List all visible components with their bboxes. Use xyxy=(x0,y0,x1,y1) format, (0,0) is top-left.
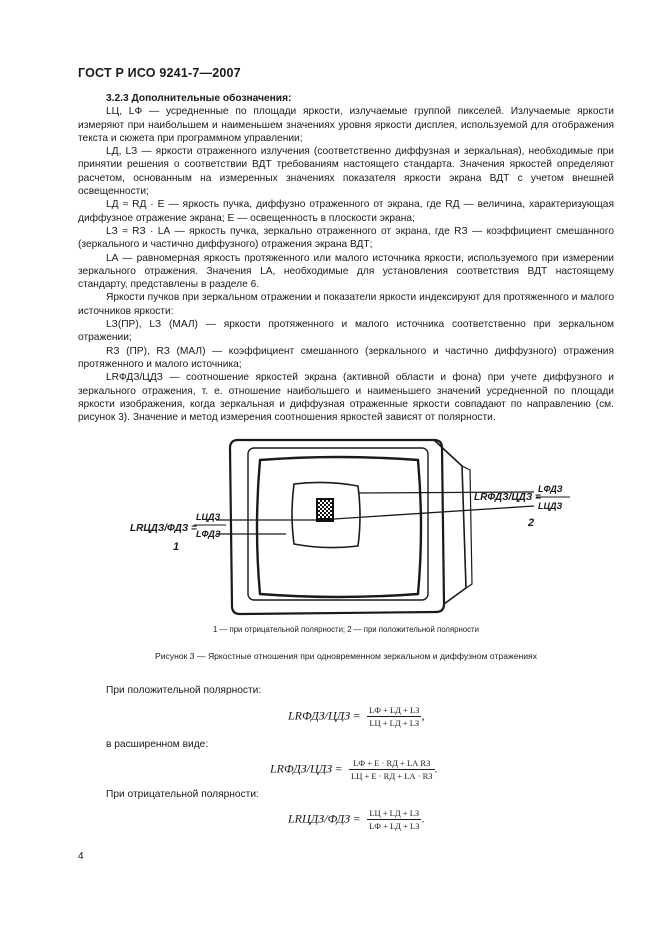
negative-polarity-label: При отрицательной полярности: xyxy=(106,789,259,800)
monitor-side xyxy=(434,440,466,604)
formula-numerator: LЦ + LД + LЗ xyxy=(367,808,421,820)
monitor-screen xyxy=(257,457,421,597)
right-ratio-denominator: LЦДЗ xyxy=(538,501,563,511)
monitor-inner-bezel xyxy=(248,448,428,600)
left-marker: 1 xyxy=(173,541,180,553)
left-ratio-label: LRЦДЗ/ФДЗ = xyxy=(130,523,197,534)
section-heading: 3.2.3 Дополнительные обозначения: xyxy=(106,93,292,104)
figure-monitor-diagram xyxy=(78,436,614,626)
paragraph: LЗ ≈ RЗ · LА — яркость пучка, зеркально отраженного от экрана, где RЗ — коэффициент смешанного (зеркального и частично диффузного) отражения экрана ВДТ; xyxy=(78,225,614,251)
right-marker: 2 xyxy=(528,517,535,529)
paragraph: RЗ (ПР), RЗ (МАЛ) — коэффициент смешанного (зеркального и частично диффузного) отражения протяженного и малого источника; xyxy=(78,345,614,370)
right-ratio-label: LRФДЗ/ЦДЗ = xyxy=(474,492,541,503)
figure-note: 1 — при отрицательной полярности; 2 — при положительной полярности xyxy=(213,625,479,634)
formula-denominator: LФ + LД + LЗ xyxy=(369,821,420,831)
formula-lhs: LRЦДЗ/ФДЗ xyxy=(288,811,351,826)
formula-denominator: LЦ + E · RД + LА · RЗ xyxy=(351,771,433,781)
positive-polarity-label: При положительной полярности: xyxy=(106,685,262,696)
section-text xyxy=(78,92,614,424)
right-ratio-numerator: LФДЗ xyxy=(538,484,563,494)
paragraph: LД ≈ RД · E — яркость пучка, диффузно отраженного от экрана, где RД — величина, характеризующая диффузное отражение экрана; E — освещенность в плоскости экрана; xyxy=(78,199,614,224)
formula-denominator: LЦ + LД + LЗ xyxy=(369,718,420,728)
paragraph: LЗ(ПР), LЗ (МАЛ) — яркости протяженного и малого источника соответственно при зеркальном отражении; xyxy=(78,319,614,344)
paragraph: LА — равномерная яркость протяженного или малого источника яркости, используемого при измерении зеркального отражения. Значения LА, необходимые для установления соответствия ВДТ настоящему стандарту, представлены в разделе 6. xyxy=(78,252,614,291)
paragraph: Яркости пучков при зеркальном отражении и показатели яркости индексируют для протяженного и малого источников яркости: xyxy=(78,292,614,317)
formula-numerator: LФ + LД + LЗ xyxy=(369,705,420,715)
monitor-outer-bezel xyxy=(230,440,444,614)
formula-positive: LRФДЗ/ЦДЗ = $\frac{LФ + LД + LЗ}{LЦ + LД + LЗ}$ , xyxy=(288,705,425,728)
standard-designation: ГОСТ Р ИСО 9241-7—2007 xyxy=(78,66,241,80)
paragraph: LД, LЗ — яркости отраженного излучения (соответственно диффузная и зеркальная), необходимые при принятии решения о соответствии ВДТ требованиям настоящего стандарта. Значения яркостей определяют расчетом, основанным на измеренных значениях показателя яркости экрана ВДТ с учетом внешней освещенности; xyxy=(78,146,614,198)
left-ratio-numerator: LЦДЗ xyxy=(196,512,221,522)
paragraph: LЦ, LФ — усредненные по площади яркости, излучаемые группой пикселей. Излучаемые яркости измеряют при наибольшем и наименьшем значениях уровня яркости дисплея, используемой для отображения текста и сюжета при программном управлении; xyxy=(78,106,614,144)
formula-lhs: LRФДЗ/ЦДЗ xyxy=(270,761,333,776)
formula-fraction xyxy=(349,758,435,781)
ray-right-lower xyxy=(334,506,534,519)
page-number: 4 xyxy=(78,851,84,862)
figure-caption: Рисунок 3 — Яркостные отношения при одновременном зеркальном и диффузном отражениях xyxy=(155,651,537,661)
formula-numerator: LФ + E · RД + LА RЗ xyxy=(349,758,435,770)
expanded-form-label: в расширенном виде: xyxy=(106,739,209,750)
formula-fraction xyxy=(367,808,421,831)
formula-negative: LRЦДЗ/ФДЗ = $\frac{LЦ + LД + LЗ}{LФ + LД + LЗ}$ . xyxy=(288,808,425,831)
formula-lhs: LRФДЗ/ЦДЗ xyxy=(288,708,351,723)
formula-expanded: LRФДЗ/ЦДЗ = $\frac{\text{LФ + E · RД + LА RЗ}}{LЦ + E \cdot RД + LА \cdot RЗ}$ . xyxy=(270,758,438,781)
left-ratio-denominator: LФДЗ xyxy=(196,529,221,539)
formula-fraction xyxy=(367,705,421,728)
paragraph: LRФДЗ/ЦДЗ — соотношение яркостей экрана (активной области и фона) при учете диффузного и зеркального отражения, т. е. отношение наибольшего и наименьшего значений усредненной по площади яркости изображения, когда зеркальная и диффузная отраженные яркости совпадают по направлению (см. рисунок 3). Значение и метод измерения соотношения яркостей зависят от полярности. xyxy=(78,372,614,424)
